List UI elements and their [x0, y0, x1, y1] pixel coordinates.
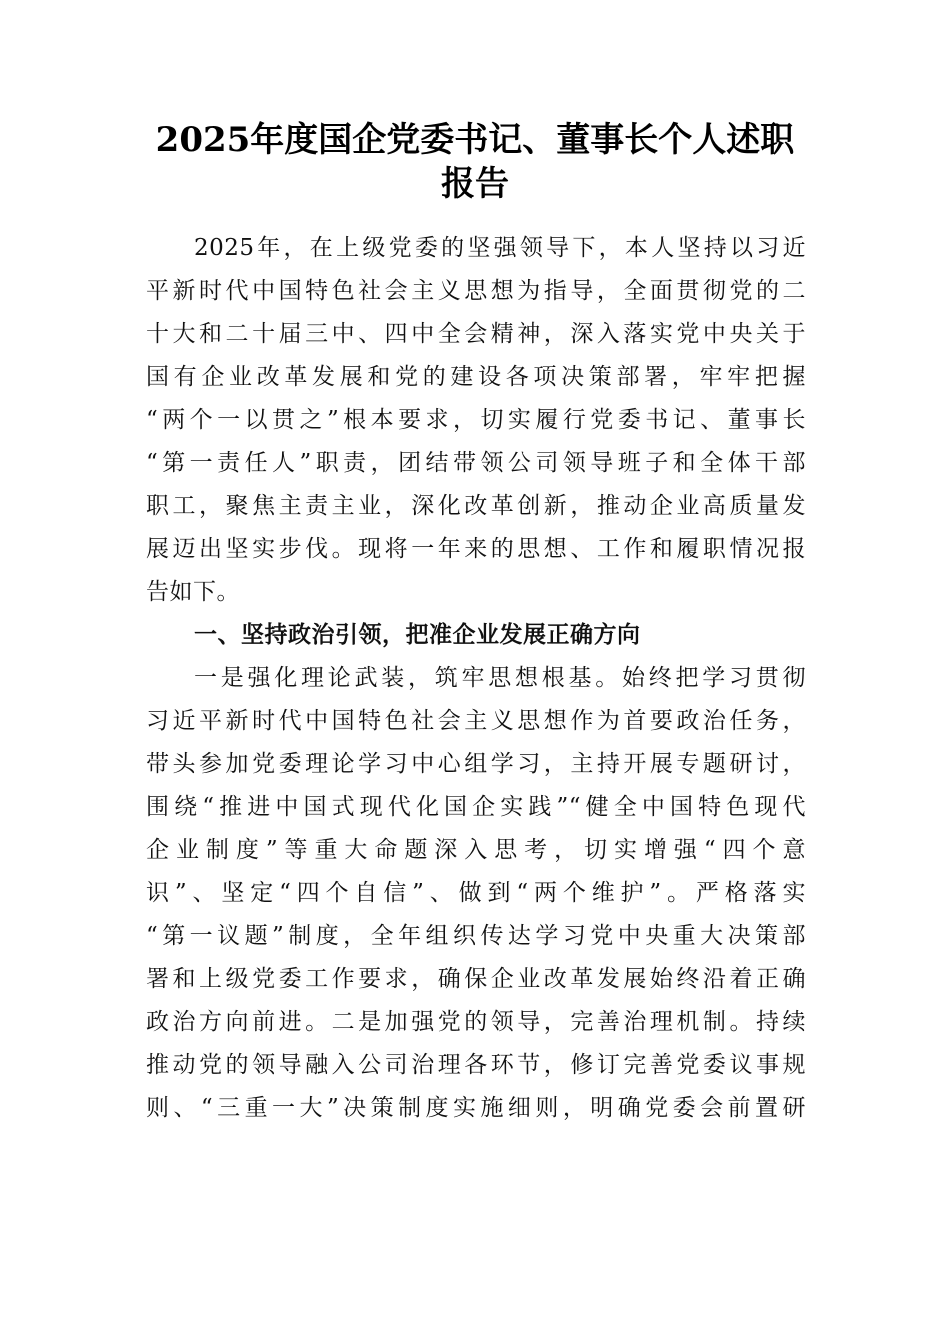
- paragraph-line: 平新时代中国特色社会主义思想为指导，全面贯彻党的二: [146, 278, 806, 304]
- paragraph-line: 署和上级党委工作要求，确保企业改革发展始终沿着正确: [146, 966, 806, 992]
- paragraph-line: 国有企业改革发展和党的建设各项决策部署，牢牢把握: [146, 364, 806, 390]
- paragraph-line: 带头参加党委理论学习中心组学习，主持开展专题研讨，: [146, 751, 806, 777]
- paragraph-line: 习近平新时代中国特色社会主义思想作为首要政治任务，: [146, 708, 806, 734]
- paragraph-line: 一是强化理论武装，筑牢思想根基。始终把学习贯彻: [194, 665, 806, 691]
- section-heading: 一、坚持政治引领，把准企业发展正确方向: [194, 622, 641, 648]
- paragraph-line: 则、“三重一大”决策制度实施细则，明确党委会前置研: [146, 1095, 806, 1121]
- document-title: [120, 118, 830, 206]
- paragraph-line: “第一议题”制度，全年组织传达学习党中央重大决策部: [146, 923, 806, 949]
- title-line-2: 报告: [441, 164, 509, 204]
- paragraph-line: 识”、坚定“四个自信”、做到“两个维护”。严格落实: [146, 880, 806, 906]
- paragraph-line: 推动党的领导融入公司治理各环节，修订完善党委议事规: [146, 1052, 806, 1078]
- paragraph-line: 告如下。: [146, 579, 240, 605]
- paragraph-line: 十大和二十届三中、四中全会精神，深入落实党中央关于: [146, 321, 806, 347]
- paragraph-line: 围绕“推进中国式现代化国企实践”“健全中国特色现代: [146, 794, 806, 820]
- paragraph-line: 企业制度”等重大命题深入思考，切实增强“四个意: [146, 837, 806, 863]
- paragraph-line: 展迈出坚实步伐。现将一年来的思想、工作和履职情况报: [146, 536, 806, 562]
- paragraph-line: 2025年，在上级党委的坚强领导下，本人坚持以习近: [194, 235, 806, 261]
- paragraph-line: “两个一以贯之”根本要求，切实履行党委书记、董事长: [146, 407, 806, 433]
- title-line-1: 2025年度国企党委书记、董事长个人述职: [155, 120, 795, 160]
- paragraph-line: 政治方向前进。二是加强党的领导，完善治理机制。持续: [146, 1009, 806, 1035]
- document-body: [146, 227, 806, 1130]
- paragraph-line: 职工，聚焦主责主业，深化改革创新，推动企业高质量发: [146, 493, 806, 519]
- paragraph-line: “第一责任人”职责，团结带领公司领导班子和全体干部: [146, 450, 806, 476]
